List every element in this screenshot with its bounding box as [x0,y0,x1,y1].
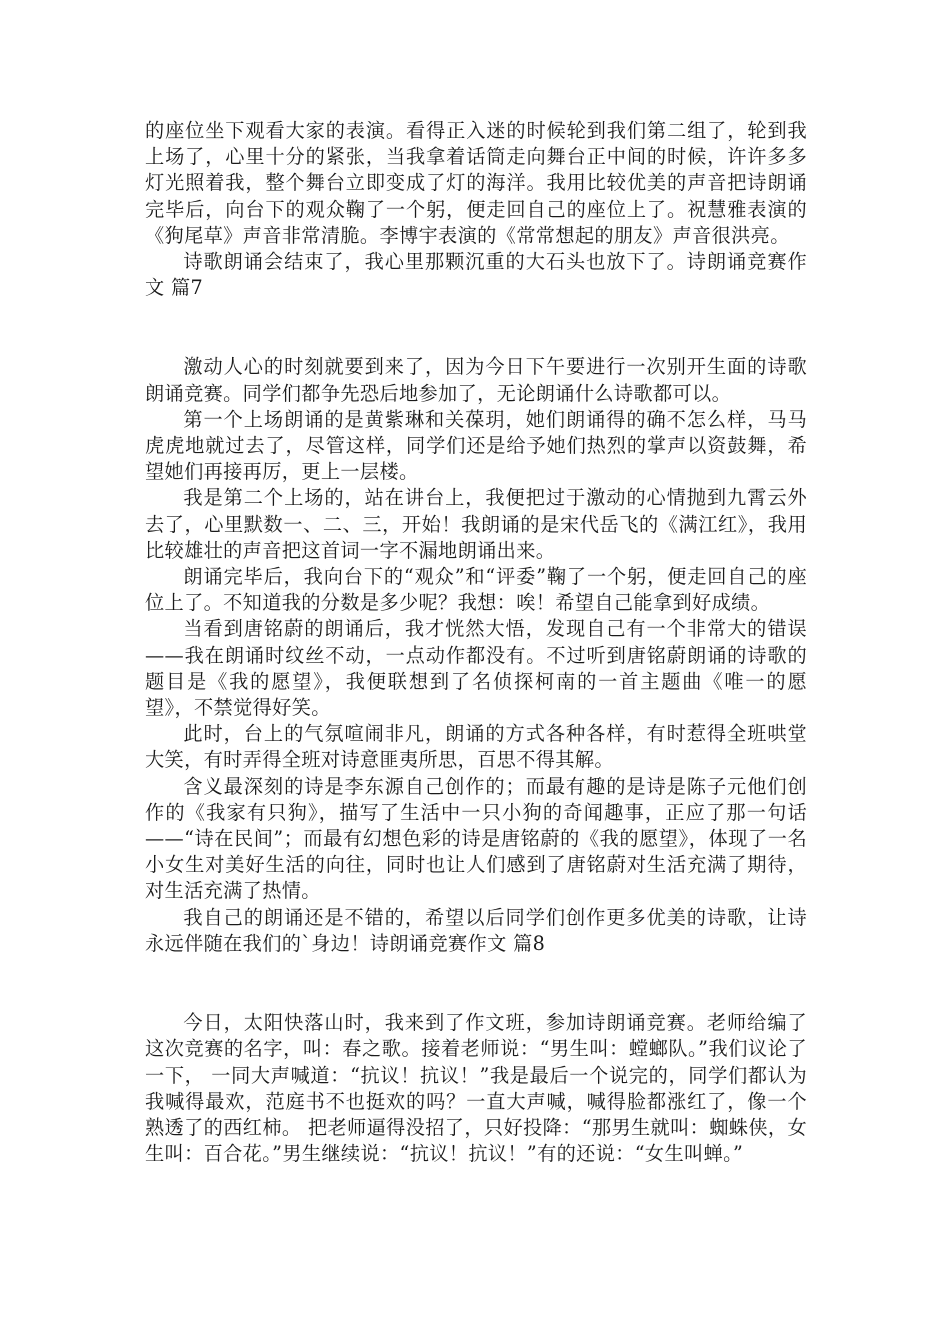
document-page [145,118,807,1167]
paragraph-continuation: 的座位坐下观看大家的表演。看得正入迷的时候轮到我们第二组了，轮到我上场了，心里十分的紧张，当我拿着话筒走向舞台正中间的时候，许许多多灯光照着我，整个舞台立即变成了灯的海洋。我用比较优美的声音把诗朗诵完毕后，向台下的观众鞠了一个躬，便走回自己的座位上了。祝慧雅表演的《狗尾草》声音非常清脆。李博宇表演的《常常想起的朋友》声音很洪亮。 [145,119,807,247]
paragraph: 激动人心的时刻就要到来了，因为今日下午要进行一次别开生面的诗歌朗诵竞赛。同学们都争先恐后地参加了，无论朗诵什么诗歌都可以。 [145,355,807,405]
paragraph: 当看到唐铭蔚的朗诵后，我才恍然大悟，发现自己有一个非常大的错误——我在朗诵时纹丝不动，一点动作都没有。不过听到唐铭蔚朗诵的诗歌的题目是《我的愿望》，我便联想到了名侦探柯南的一首主题曲《唯一的愿望》，不禁觉得好笑。 [145,617,807,720]
paragraph: 第一个上场朗诵的是黄紫琳和关葆玥，她们朗诵得的确不怎么样，马马虎虎地就过去了，尽管这样，同学们还是给予她们热烈的掌声以资鼓舞，希望她们再接再厉，更上一层楼。 [145,407,807,484]
section-gap [145,957,807,1010]
paragraph: 含义最深刻的诗是李东源自己创作的；而最有趣的是诗是陈子元他们创作的《我家有只狗》，描写了生活中一只小狗的奇闻趣事，正应了那一句话——“诗在民间”；而最有幻想色彩的诗是唐铭蔚的《我的愿望》，体现了一名小女生对美好生活的向往，同时也让人们感到了唐铭蔚对生活充满了期待，对生活充满了热情。 [145,774,807,903]
paragraph: 今日，太阳快落山时，我来到了作文班，参加诗朗诵竞赛。老师给编了这次竞赛的名字，叫：春之歌。接着老师说：“男生叫：螳螂队。”我们议论了一下， 一同大声喊道：“抗议！抗议！”我是最后一个说完的，同学们都认为我喊得最欢，范庭书不也挺欢的吗？一直大声喊，喊得脸都涨红了，像一个熟透了的西红柿。 把老师逼得没招了，只好投降：“那男生就叫：蜘蛛侠，女生叫：百合花。”男生继续说：“抗议！抗议！”有的还说：“女生叫蝉。” [145,1011,807,1166]
paragraph: 我是第二个上场的，站在讲台上，我便把过于激动的心情抛到九霄云外去了，心里默数一、二、三，开始！我朗诵的是宋代岳飞的《满江红》，我用比较雄壮的声音把这首词一字不漏地朗诵出来。 [145,486,807,562]
section-gap [145,301,807,354]
paragraph: 朗诵完毕后，我向台下的“观众”和“评委”鞠了一个躬，便走回自己的座位上了。不知道我的分数是多少呢？我想：唉！希望自己能拿到好成绩。 [145,565,807,615]
paragraph-ending-essay-8: 我自己的朗诵还是不错的，希望以后同学们创作更多优美的诗歌，让诗永远伴随在我们的`身边！诗朗诵竞赛作文 篇8 [145,905,807,955]
paragraph-ending-essay-7: 诗歌朗诵会结束了，我心里那颗沉重的大石头也放下了。诗朗诵竞赛作文 篇7 [145,250,807,300]
paragraph: 此时，台上的气氛喧闹非凡，朗诵的方式各种各样，有时惹得全班哄堂大笑，有时弄得全班对诗意匪夷所思，百思不得其解。 [145,722,807,772]
